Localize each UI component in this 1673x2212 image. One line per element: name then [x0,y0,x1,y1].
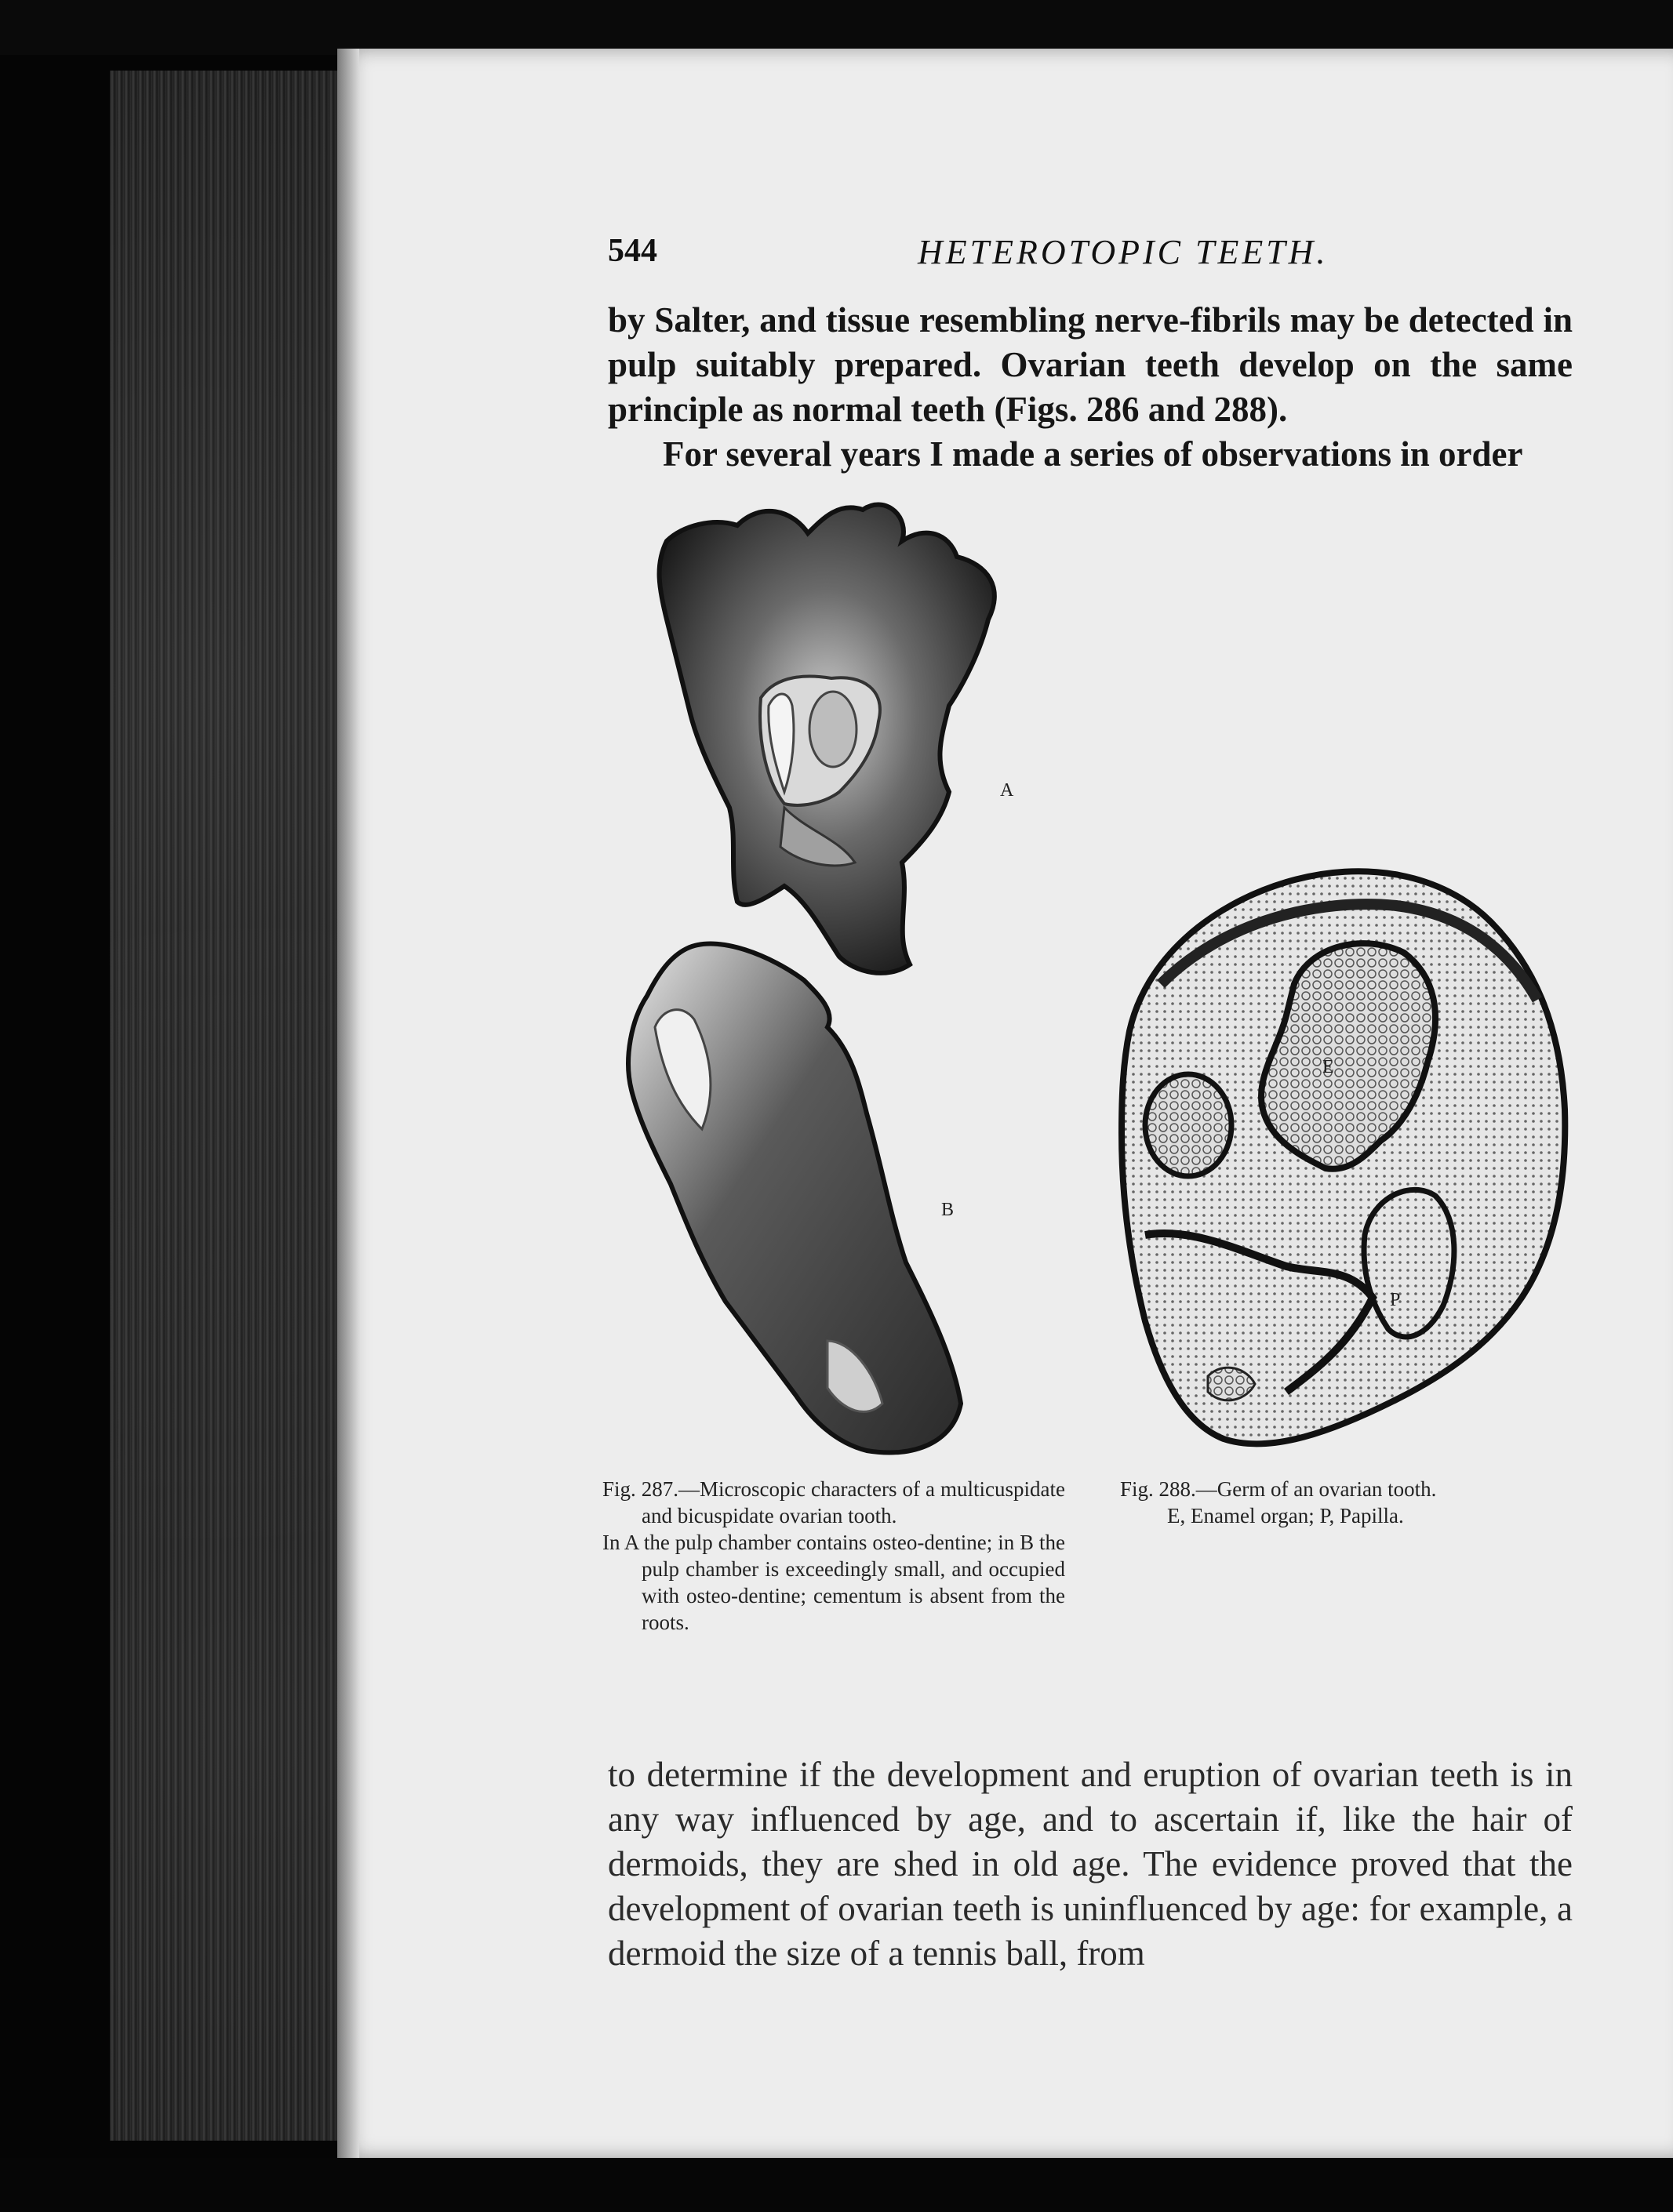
running-title: HETEROTOPIC TEETH. [918,233,1329,271]
paragraph-observations: For several years I made a series of observations in order [663,434,1523,474]
page-header [608,232,1565,279]
figure-label-p: P [1390,1290,1401,1310]
papilla [1364,1190,1454,1337]
figure-label-e: E [1322,1057,1334,1077]
scan-bottom-border [0,2158,1673,2212]
figure-label-b: B [941,1200,955,1220]
figure-288-illustration [1114,859,1569,1470]
cross-section-left [1145,1074,1231,1176]
body-text-bottom [608,1753,1573,1976]
figure-287-caption-detail: In A the pulp chamber contains osteo-dentine; in B the pulp chamber is exceedingly small, and occupied with osteo-dentine; cementum is absent from the roots. [602,1531,1065,1634]
figure-288-caption-title: Fig. 288.—Germ of an ovarian tooth. [1120,1477,1437,1501]
figure-287a-illustration [651,494,1059,988]
scan-top-border [0,0,1673,55]
figure-288-caption [1120,1476,1559,1529]
book-page-edges [110,71,345,2141]
paragraph-determine: to determine if the development and eruption of ovarian teeth is in any way influenced by age, and to ascertain if, like the hair of dermoids, they are shed in old age. The evidence proved that the development of ovarian teeth is uninfluenced by age: for example, a dermoid the size of a tennis ball, from [608,1755,1573,1973]
body-text-top [608,298,1573,477]
paragraph-salter: by Salter, and tissue resembling nerve-fibrils may be detected in pulp suitably prepared. Ovarian teeth develop on the same principle as normal teeth (Figs. 286 and 288). [608,300,1573,429]
page-number: 544 [608,233,657,269]
figure-label-a: A [1000,780,1014,801]
figure-288-caption-legend: E, Enamel organ; P, Papilla. [1167,1504,1404,1527]
figure-287-caption-title: Fig. 287.—Microscopic characters of a multicuspidate and bicuspidate ovarian tooth. [602,1477,1065,1527]
figure-287b-illustration [616,933,1024,1474]
figure-287-caption [602,1476,1065,1636]
